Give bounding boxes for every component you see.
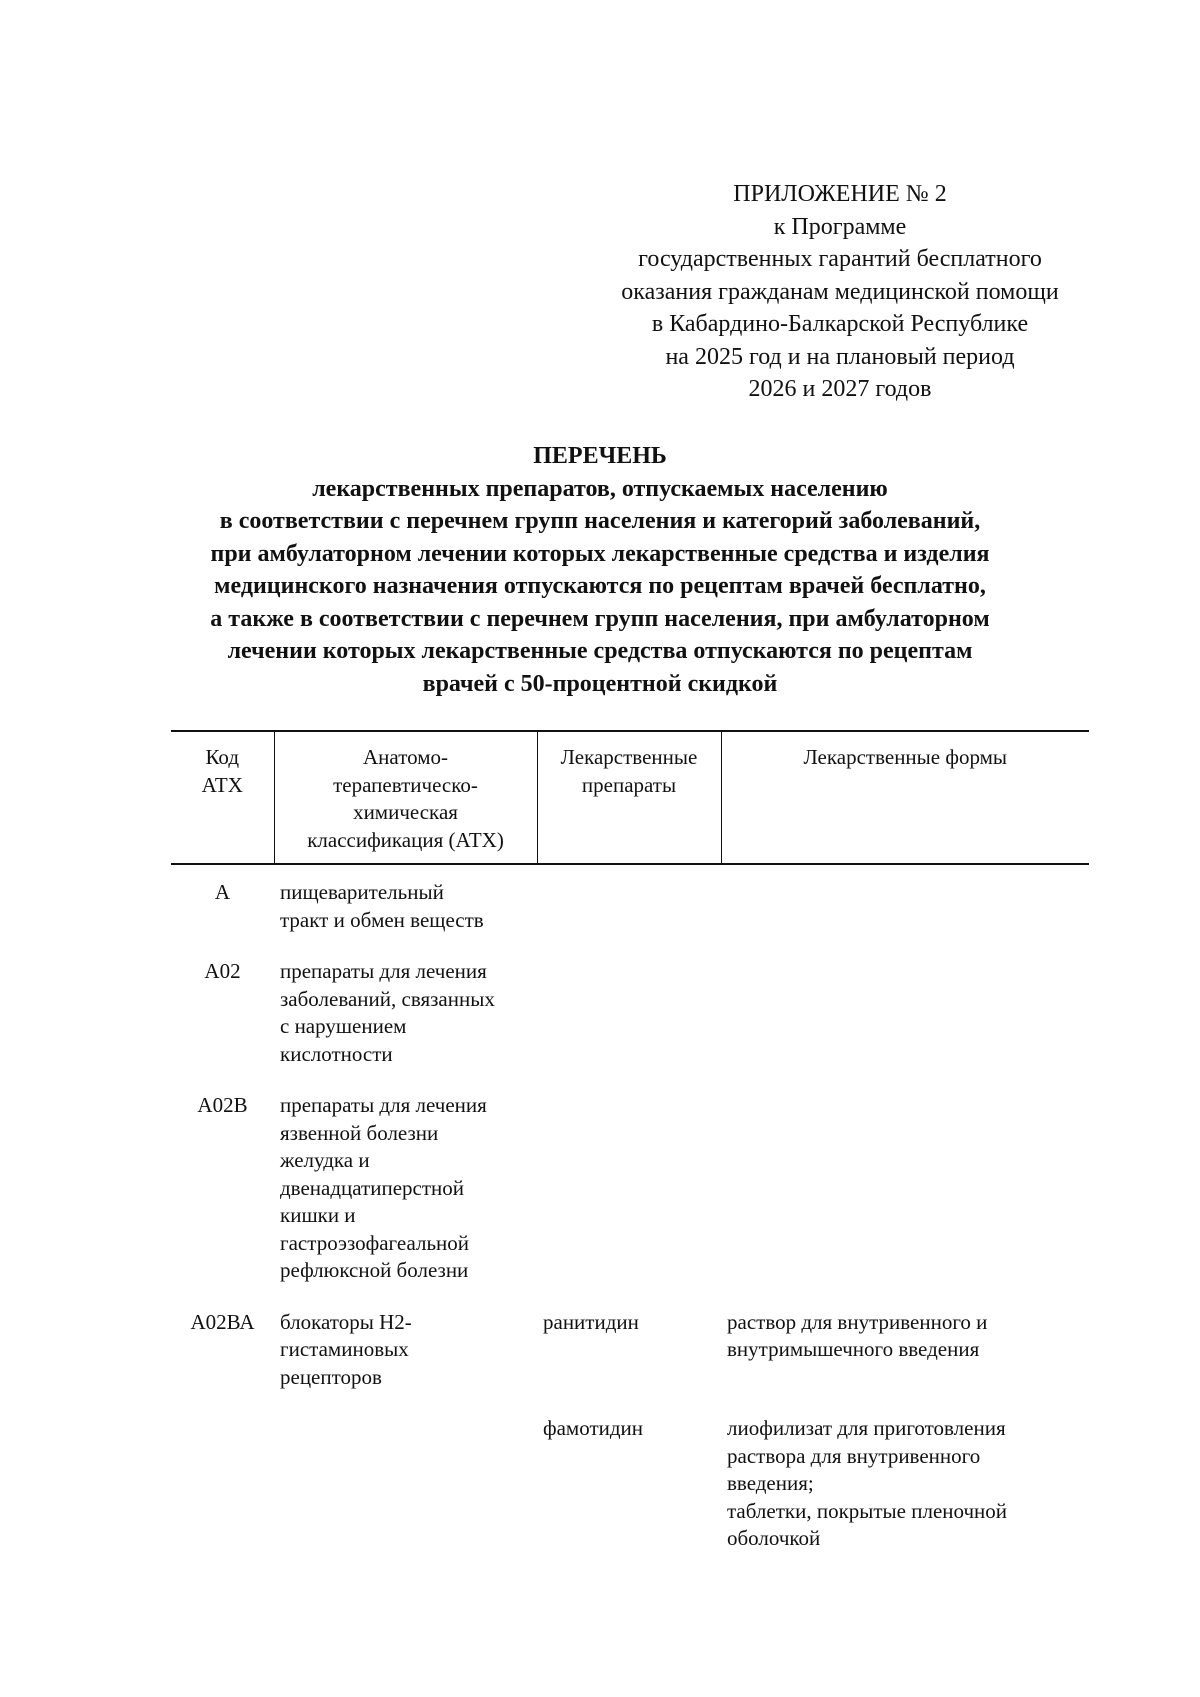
cell-classification (274, 1391, 537, 1553)
appendix-line: 2026 и 2027 годов (748, 376, 932, 402)
cell-code (171, 1391, 274, 1553)
cell-drug: ранитидин (543, 1309, 639, 1334)
title-line: в соответствии с перечнем групп населения и категорий заболеваний, (219, 508, 981, 534)
cell-code: А02В (197, 1093, 248, 1117)
cell-forms (721, 864, 1089, 934)
cell-drug: фамотидин (543, 1416, 644, 1440)
cell-forms: лиофилизат для приготовления раствора для внутривенного введения; таблетки, покрытые пленочной оболочкой (727, 1416, 1008, 1550)
cell-forms (721, 1068, 1089, 1285)
cell-drug (537, 864, 721, 934)
table-row (171, 1391, 1089, 1553)
cell-code: А (214, 880, 231, 904)
table-header-row (171, 731, 1089, 864)
cell-classification: препараты для лечения язвенной болезни желудка и двенадцатиперстной кишки и гастроэзофагеальной рефлюксной болезни (280, 1093, 487, 1282)
cell-drug (537, 934, 721, 1068)
title-line: врачей с 50-процентной скидкой (422, 670, 778, 697)
header-drugs: Лекарственные препараты (537, 731, 721, 864)
title-line: медицинского назначения отпускаются по рецептам врачей бесплатно, (214, 573, 986, 599)
cell-forms: раствор для внутривенного и внутримышечного введения (727, 1309, 988, 1361)
document-title (130, 440, 1070, 700)
cell-code: А02 (204, 959, 241, 983)
cell-classification: пищеварительный тракт и обмен веществ (280, 880, 484, 932)
title-heading: ПЕРЕЧЕНЬ (533, 443, 667, 469)
table-row (171, 934, 1089, 1068)
drug-table-container (171, 730, 1089, 1553)
cell-classification: препараты для лечения заболеваний, связанных с нарушением кислотности (280, 959, 495, 1066)
cell-classification: блокаторы Н2- гистаминовых рецепторов (280, 1309, 412, 1389)
title-line: лекарственных препаратов, отпускаемых населению (312, 475, 888, 502)
appendix-line: оказания гражданам медицинской помощи (621, 278, 1059, 305)
appendix-line: ПРИЛОЖЕНИЕ № 2 (733, 181, 947, 207)
title-line: при амбулаторном лечении которых лекарственные средства и изделия (210, 540, 990, 567)
cell-drug (537, 1068, 721, 1285)
appendix-line: к Программе (773, 213, 907, 240)
cell-forms (721, 934, 1089, 1068)
appendix-header (560, 178, 1120, 406)
title-line: а также в соответствии с перечнем групп населения, при амбулаторном (210, 605, 990, 632)
header-atx-code: Код АТХ (171, 731, 274, 864)
header-forms: Лекарственные формы (721, 731, 1089, 864)
title-line: лечении которых лекарственные средства отпускаются по рецептам (227, 638, 973, 664)
appendix-line: на 2025 год и на плановый период (665, 343, 1015, 370)
drug-table (171, 730, 1089, 1553)
appendix-line: государственных гарантий бесплатного (638, 246, 1042, 272)
table-row (171, 1068, 1089, 1285)
table-row (171, 864, 1089, 934)
table-row (171, 1285, 1089, 1392)
header-classification: Анатомо- терапевтическо- химическая классификация (АТХ) (274, 731, 537, 864)
cell-code: А02ВА (190, 1309, 255, 1334)
appendix-line: в Кабардино-Балкарской Республике (651, 311, 1029, 337)
